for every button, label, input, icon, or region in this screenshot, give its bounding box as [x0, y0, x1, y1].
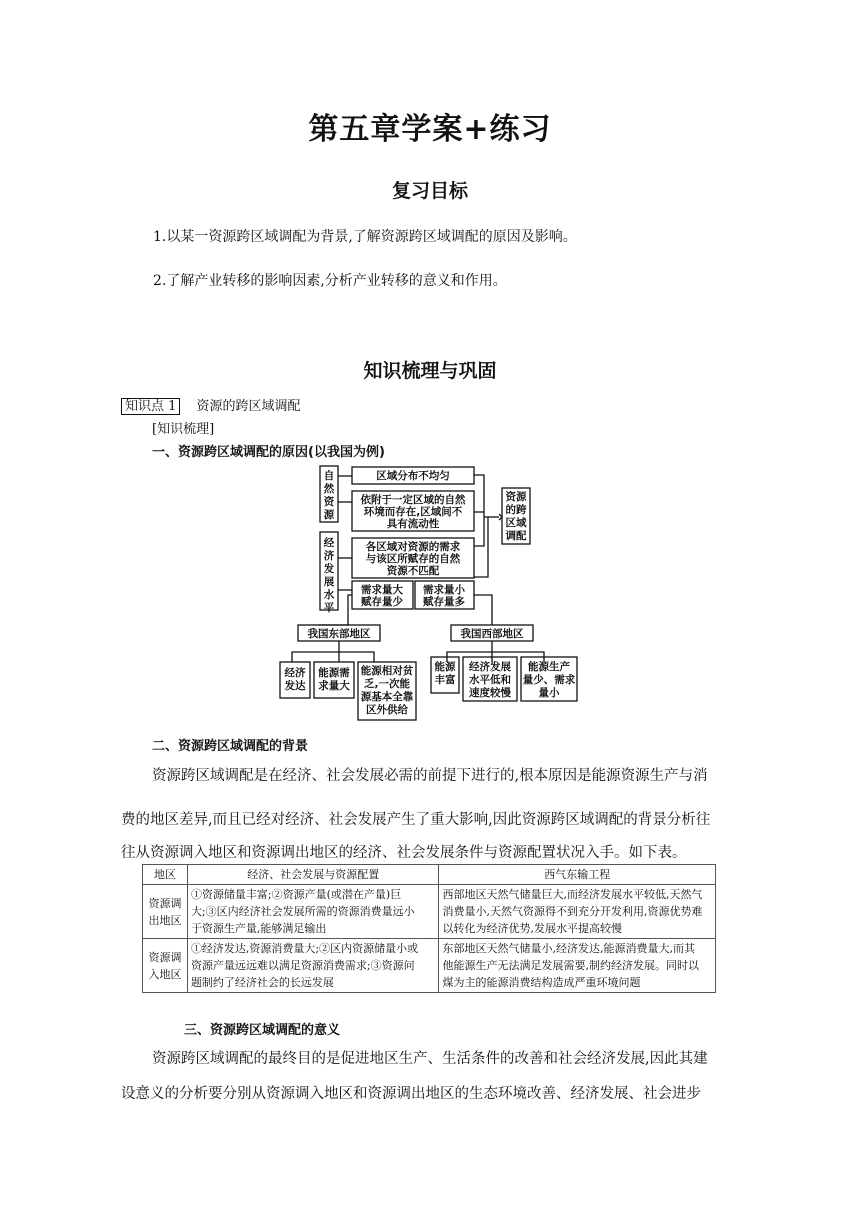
economic-label: 经: [323, 537, 335, 549]
natural-label: 资: [323, 496, 335, 508]
big-demand-label: 需求量大: [361, 584, 403, 596]
depend-label: 具有流动性: [386, 518, 440, 530]
table-header: 经济、社会发展与资源配置: [187, 865, 439, 885]
east-item-label: 经济: [284, 667, 306, 679]
table-cell-region: 资源调 出地区: [143, 885, 188, 939]
result-label: 调配: [505, 530, 527, 542]
section3-heading: 三、资源跨区域调配的意义: [184, 1023, 341, 1038]
economic-label: 展: [323, 576, 335, 588]
review-item-2: 2.了解产业转移的影响因素,分析产业转移的意义和作用。: [153, 273, 507, 289]
east-item-label: 源基本全靠: [360, 691, 414, 703]
knowledge-heading: 知识梳理与巩固: [363, 360, 497, 382]
depend-label: 依附于一定区域的自然: [360, 494, 466, 506]
table-header: 西气东输工程: [439, 865, 716, 885]
east-item-label: 能源相对贫: [360, 665, 414, 677]
west-item-label: 经济发展: [469, 661, 511, 673]
east-item-label: 区外供给: [366, 704, 408, 716]
sub-label: [知识梳理]: [152, 422, 215, 437]
table-header: 地区: [143, 865, 188, 885]
depend-label: 环境而存在,区域间不: [363, 506, 463, 518]
review-heading: 复习目标: [391, 180, 468, 202]
result-label: 区域: [505, 517, 527, 529]
east-label: 我国东部地区: [307, 628, 371, 640]
economic-label: 水: [323, 589, 335, 601]
big-demand-label: 赋存量少: [361, 596, 403, 608]
section2-line-2: 费的地区差异,而且已经对经济、社会发展产生了重大影响,因此资源跨区域调配的背景分析往: [121, 812, 711, 828]
section2-heading: 二、资源跨区域调配的背景: [152, 739, 309, 754]
cause-diagram: [270, 462, 590, 724]
east-item-label: 乏,一次能: [364, 678, 410, 690]
table-row: [143, 885, 716, 939]
east-item-label: 能源需: [318, 667, 350, 679]
section3-line-1: 资源跨区域调配的最终目的是促进地区生产、生活条件的改善和社会经济发展,因此其建: [152, 1051, 708, 1067]
small-demand-label: 需求量小: [423, 584, 465, 596]
east-item-label: 求量大: [318, 680, 350, 692]
natural-label: 然: [323, 483, 335, 495]
mismatch-label: 各区域对资源的需求: [365, 541, 461, 553]
west-item-label: 丰富: [434, 674, 456, 686]
west-item-label: 能源: [434, 661, 456, 673]
table-cell-project: 东部地区天然气储量小,经济发达,能源消费量大,而其 他能源生产无法满足发展需要,制约经济发展。同时以 煤为主的能源消费结构造成严重环境问题: [439, 939, 716, 993]
mismatch-label: 资源不匹配: [386, 565, 440, 577]
mismatch-label: 与该区所赋存的自然: [365, 553, 461, 565]
section2-line-1: 资源跨区域调配是在经济、社会发展必需的前提下进行的,根本原因是能源资源生产与消: [152, 768, 708, 784]
economic-label: 发: [323, 563, 335, 575]
west-item-label: 水平低和: [469, 674, 511, 686]
west-item-label: 能源生产: [528, 661, 570, 673]
knowledge-point: [121, 395, 301, 414]
table-cell-econ: ①资源储量丰富;②资源产量(或潜在产量)巨 大;③区内经济社会发展所需的资源消费量远小 于资源生产量,能够满足输出: [187, 885, 439, 939]
knowledge-point-title: 资源的跨区域调配: [196, 399, 301, 414]
table-cell-region: 资源调 入地区: [143, 939, 188, 993]
table-cell-project: 西部地区天然气储量巨大,而经济发展水平较低,天然气 消费量小,天然气资源得不到充分开发利用,资源优势难 以转化为经济优势,发展水平提高较慢: [439, 885, 716, 939]
economic-label: 平: [323, 602, 335, 614]
natural-label: 源: [323, 509, 335, 521]
table-cell-econ: ①经济发达,资源消费量大;②区内资源储量小或 资源产量远远难以满足资源消费需求;③资源问 题制约了经济社会的长远发展: [187, 939, 439, 993]
natural-label: 自: [323, 470, 335, 482]
resource-table: [142, 864, 716, 993]
west-item-label: 速度较慢: [469, 687, 511, 699]
section3-line-2: 设意义的分析要分别从资源调入地区和资源调出地区的生态环境改善、经济发展、社会进步: [121, 1086, 701, 1102]
economic-label: 济: [323, 550, 335, 562]
review-item-1: 1.以某一资源跨区域调配为背景,了解资源跨区域调配的原因及影响。: [153, 229, 577, 245]
page-title: 第五章学案+练习: [308, 112, 552, 147]
small-demand-label: 赋存量多: [423, 596, 465, 608]
west-label: 我国西部地区: [460, 628, 524, 640]
knowledge-point-label: 知识点 1: [121, 398, 180, 415]
result-label: 资源: [505, 491, 527, 503]
west-item-label: 量小: [538, 687, 560, 699]
east-item-label: 发达: [284, 680, 306, 692]
section1-heading: 一、资源跨区域调配的原因(以我国为例): [152, 445, 385, 460]
section2-line-3: 往从资源调入地区和资源调出地区的经济、社会发展条件与资源配置状况入手。如下表。: [121, 845, 687, 861]
west-item-label: 量少、需求: [522, 674, 576, 686]
result-label: 的跨: [505, 504, 527, 516]
table-row: [143, 939, 716, 993]
table-header-row: [143, 865, 716, 885]
uneven-label: 区域分布不均匀: [376, 470, 450, 482]
